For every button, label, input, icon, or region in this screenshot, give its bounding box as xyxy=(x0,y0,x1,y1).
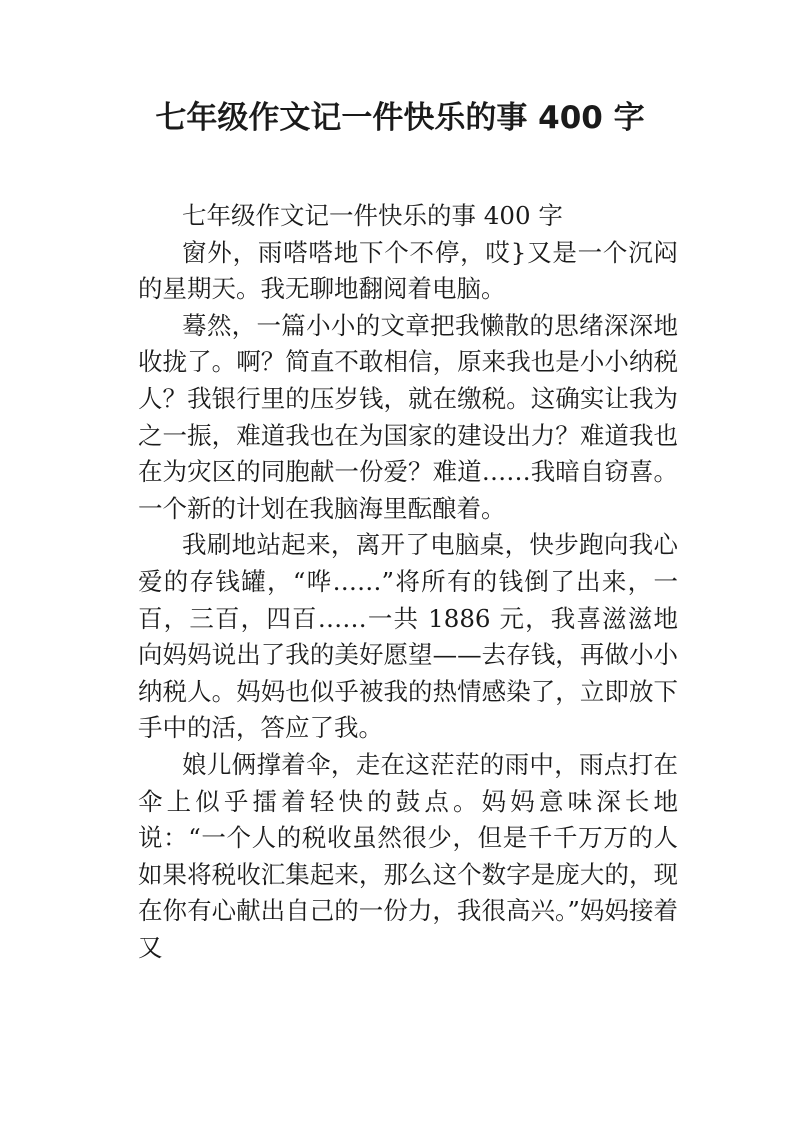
document-title: 七年级作文记一件快乐的事 400 字 xyxy=(155,100,645,136)
document-body xyxy=(138,198,678,966)
paragraph-4: 娘儿俩撑着伞，走在这茫茫的雨中，雨点打在伞上似乎擂着轻快的鼓点。妈妈意味深长地说：“一个人的税收虽然很少，但是千千万万的人如果将税收汇集起来，那么这个数字是庞大的，现在你有心献出自己的一份力，我很高兴。”妈妈接着又 xyxy=(138,749,678,962)
paragraph-subtitle: 七年级作文记一件快乐的事 400 字 xyxy=(182,201,563,230)
paragraph-1: 窗外，雨嗒嗒地下个不停，哎}又是一个沉闷的星期天。我无聊地翻阅着电脑。 xyxy=(138,237,678,304)
paragraph-3: 我刷地站起来，离开了电脑桌，快步跑向我心爱的存钱罐，“哗……”将所有的钱倒了出来，一百，三百，四百……一共 1886 元，我喜滋滋地向妈妈说出了我的美好愿望——去存钱，再做小小纳税人。妈妈也似乎被我的热情感染了，立即放下手中的活，答应了我。 xyxy=(138,530,678,743)
paragraph-2: 蓦然，一篇小小的文章把我懒散的思绪深深地收拢了。啊？简直不敢相信，原来我也是小小纳税人？我银行里的压岁钱，就在缴税。这确实让我为之一振，难道我也在为国家的建设出力？难道我也在为灾区的同胞献一份爱？难道……我暗自窃喜。一个新的计划在我脑海里酝酿着。 xyxy=(138,310,678,523)
